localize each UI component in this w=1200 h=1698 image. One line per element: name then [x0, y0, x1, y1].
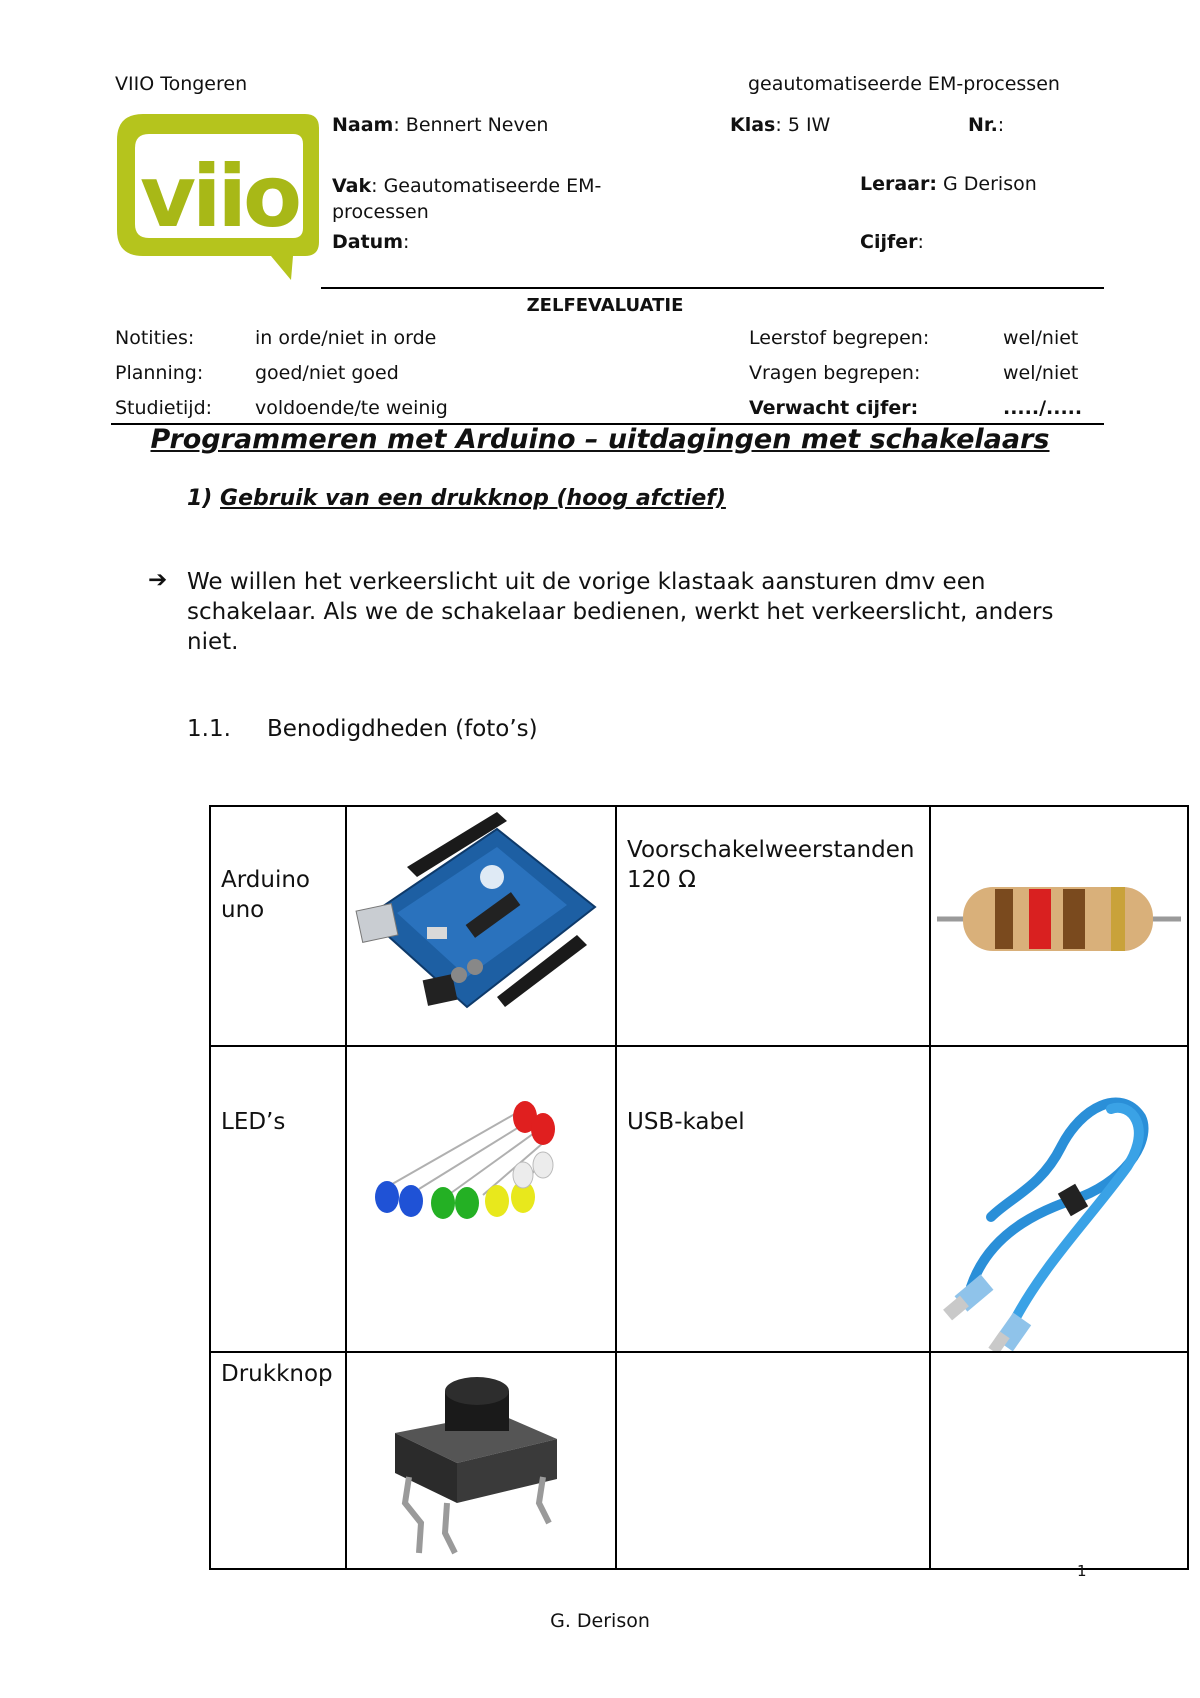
table-cell [210, 806, 346, 1046]
leds-image [347, 1047, 615, 1351]
subsection-number: 1) [187, 486, 221, 511]
selfeval-value2-2: wel/niet [1003, 362, 1079, 384]
resistor-title: Voorschakelweerstanden [627, 837, 915, 863]
klas-value: : 5 IW [775, 114, 831, 136]
table-cell [930, 806, 1188, 1046]
selfeval-value2-1: wel/niet [1003, 327, 1079, 349]
selfeval-title: ZELFEVALUATIE [526, 295, 684, 316]
datum-field [332, 231, 409, 253]
vak-value-2: processen [332, 201, 429, 223]
naam-value: : Bennert Neven [393, 114, 549, 136]
selfeval-value-3: voldoende/te weinig [255, 397, 448, 419]
nr-label: Nr. [968, 114, 998, 136]
intro-paragraph: We willen het verkeerslicht uit de vorige klastaak aansturen dmv een schakelaar. Als we de schakelaar bedienen, werkt het verkeerslicht, anders niet. [187, 569, 1054, 655]
resistor-value: 120 Ω [627, 867, 696, 893]
push-button-image [347, 1353, 615, 1568]
school-name: VIIO Tongeren [115, 73, 248, 95]
table-cell [616, 1046, 930, 1352]
course-name: geautomatiseerde EM-processen [748, 73, 1060, 95]
selfeval-label-2: Planning: [115, 362, 204, 384]
arrow-bullet-icon: ➔ [148, 567, 168, 593]
selfeval-value-2: goed/niet goed [255, 362, 399, 384]
klas-label: Klas [730, 114, 776, 136]
nr-field [968, 114, 1004, 136]
table-cell [346, 1352, 616, 1569]
table-cell [346, 806, 616, 1046]
table-row [210, 1352, 1188, 1569]
cijfer-field [860, 231, 924, 253]
selfeval-label2-3: Verwacht cijfer: [749, 397, 919, 419]
datum-label: Datum [332, 231, 403, 253]
klas-field [730, 114, 830, 136]
table-row [210, 1046, 1188, 1352]
usb-cable-image [931, 1047, 1187, 1351]
selfeval-label2-1: Leerstof begrepen: [749, 327, 930, 349]
selfeval-label-1: Notities: [115, 327, 195, 349]
selfeval-label-3: Studietijd: [115, 397, 213, 419]
page-title: Programmeren met Arduino – uitdagingen met schakelaars [150, 424, 1050, 455]
selfeval-label2-2: Vragen begrepen: [749, 362, 921, 384]
table-cell [346, 1046, 616, 1352]
vak-field [332, 173, 601, 225]
footer-author: G. Derison [550, 1610, 650, 1632]
selfeval-value2-3: ...../..... [1003, 397, 1083, 419]
naam-label: Naam [332, 114, 394, 136]
datum-value: : [403, 231, 410, 253]
subsection-heading [187, 486, 726, 511]
naam-field [332, 114, 548, 136]
resistor-image [931, 807, 1187, 1045]
leraar-field [860, 173, 1037, 195]
nr-value: : [997, 114, 1005, 136]
usb-label: USB-kabel [627, 1109, 745, 1135]
leraar-value: G Derison [936, 173, 1037, 195]
resistor-label [617, 807, 929, 895]
selfeval-value-1: in orde/niet in orde [255, 327, 437, 349]
arduino-label: Arduino uno [221, 867, 311, 923]
arduino-board-image [347, 807, 615, 1045]
vak-label: Vak [332, 175, 372, 197]
leds-label: LED’s [221, 1109, 286, 1135]
table-cell [930, 1046, 1188, 1352]
table-cell [616, 1352, 930, 1569]
vak-value: : Geautomatiseerde EM- [371, 175, 602, 197]
viio-logo [115, 112, 320, 282]
section-number: 1.1. [187, 716, 231, 742]
section-title: Benodigdheden (foto’s) [267, 716, 538, 742]
table-row [210, 806, 1188, 1046]
cijfer-value: : [917, 231, 924, 253]
table-cell [210, 1352, 346, 1569]
header-divider [321, 287, 1104, 289]
logo-text: viio [139, 147, 299, 247]
table-cell [210, 1046, 346, 1352]
page-number: 1 [1077, 1562, 1087, 1580]
button-label: Drukknop [221, 1361, 333, 1387]
table-cell [930, 1352, 1188, 1569]
subsection-title: Gebruik van een drukknop (hoog afctief) [220, 486, 726, 511]
table-cell [616, 806, 930, 1046]
leraar-label: Leraar: [860, 173, 937, 195]
cijfer-label: Cijfer [860, 231, 918, 253]
materials-table [209, 805, 1189, 1570]
